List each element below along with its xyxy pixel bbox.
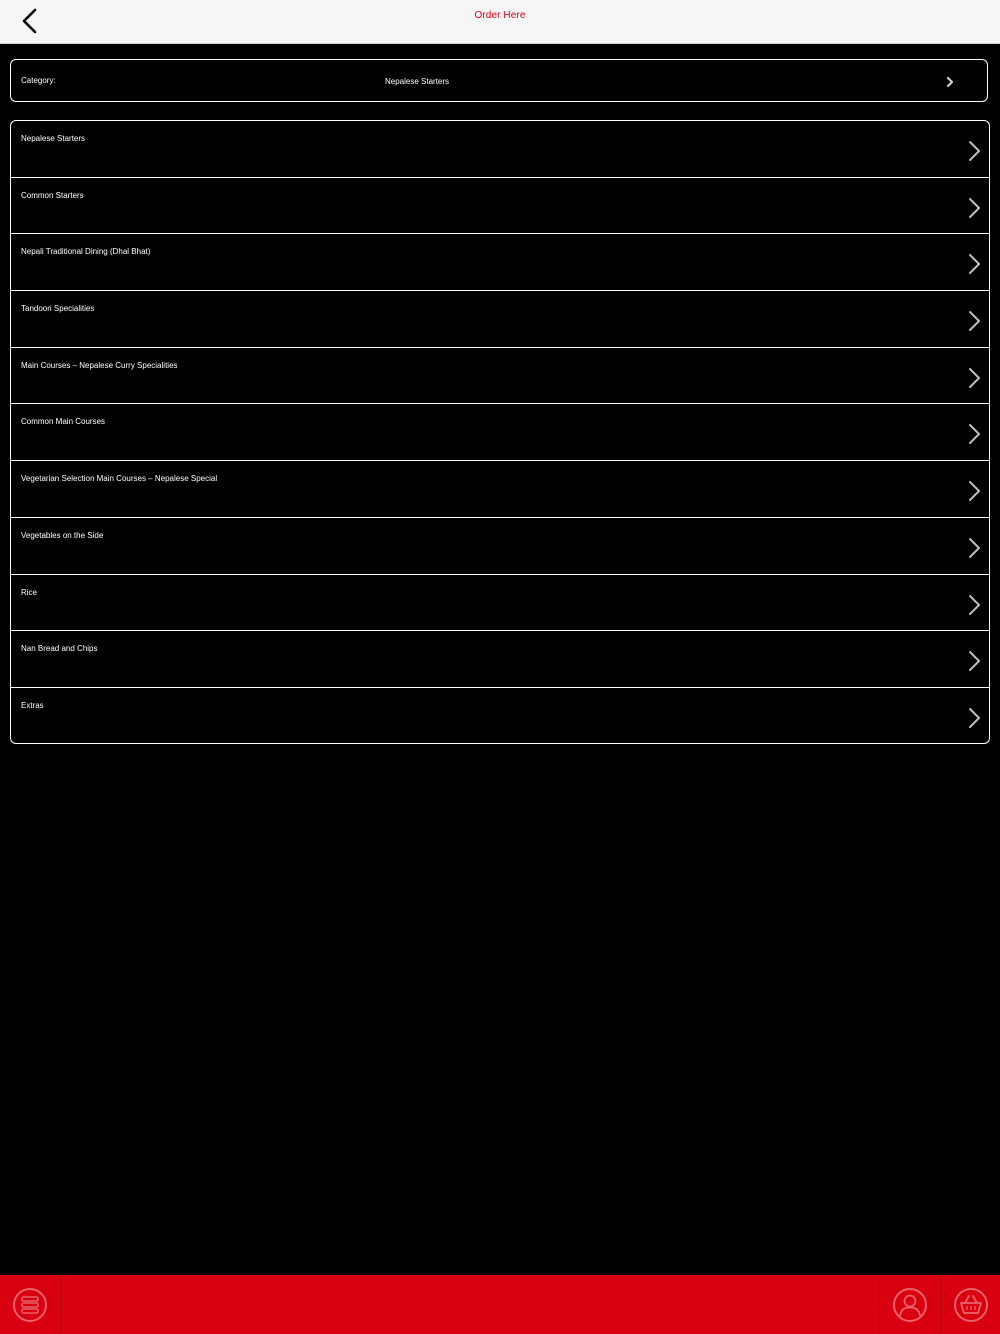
menu-category-item[interactable] bbox=[11, 291, 989, 348]
menu-category-item[interactable] bbox=[11, 518, 989, 575]
menu-category-item[interactable] bbox=[11, 178, 989, 235]
chevron-right-icon bbox=[967, 367, 981, 389]
account-tab-button[interactable] bbox=[879, 1275, 940, 1334]
chevron-right-icon bbox=[967, 140, 981, 162]
menu-tab-button[interactable] bbox=[0, 1275, 61, 1334]
chevron-right-icon bbox=[967, 650, 981, 672]
basket-icon bbox=[953, 1287, 989, 1323]
chevron-right-icon bbox=[967, 253, 981, 275]
category-selector[interactable] bbox=[10, 59, 988, 102]
menu-category-item[interactable] bbox=[11, 234, 989, 291]
menu-category-item[interactable] bbox=[11, 688, 989, 744]
chevron-right-icon bbox=[967, 197, 981, 219]
menu-category-item[interactable] bbox=[11, 461, 989, 518]
chevron-right-icon bbox=[967, 594, 981, 616]
menu-list-icon bbox=[12, 1287, 48, 1323]
menu-category-label: Nepali Traditional Dining (Dhal Bhat) bbox=[21, 247, 151, 257]
menu-category-item[interactable] bbox=[11, 121, 989, 178]
category-label: Category: bbox=[21, 76, 56, 85]
chevron-right-icon bbox=[967, 537, 981, 559]
chevron-right-icon bbox=[945, 75, 955, 89]
chevron-right-icon bbox=[967, 480, 981, 502]
user-icon bbox=[892, 1287, 928, 1323]
menu-category-label: Tandoori Specialities bbox=[21, 304, 95, 314]
category-value: Nepalese Starters bbox=[385, 77, 450, 86]
menu-category-label: Nepalese Starters bbox=[21, 134, 86, 143]
bottom-tab-bar bbox=[0, 1275, 1000, 1334]
chevron-right-icon bbox=[967, 310, 981, 332]
page-title: Order Here bbox=[474, 10, 526, 21]
chevron-right-icon bbox=[967, 707, 981, 729]
chevron-right-icon bbox=[967, 423, 981, 445]
menu-category-label: Main Courses – Nepalese Curry Specialities bbox=[21, 360, 178, 370]
menu-category-label: Vegetables on the Side bbox=[21, 530, 104, 540]
menu-category-item[interactable] bbox=[11, 348, 989, 405]
menu-category-label: Vegetarian Selection Main Courses – Nepalese Special bbox=[21, 474, 218, 484]
menu-category-label: Rice bbox=[21, 587, 38, 597]
menu-category-item[interactable] bbox=[11, 631, 989, 688]
menu-category-list bbox=[10, 120, 990, 744]
menu-category-label: Nan Bread and Chips bbox=[21, 644, 98, 654]
menu-category-item[interactable] bbox=[11, 575, 989, 632]
menu-category-label: Common Starters bbox=[21, 190, 84, 200]
menu-category-item[interactable] bbox=[11, 404, 989, 461]
basket-tab-button[interactable] bbox=[940, 1275, 1000, 1334]
menu-category-label: Common Main Courses bbox=[21, 417, 106, 427]
menu-category-label: Extras bbox=[21, 700, 44, 710]
top-nav-bar bbox=[0, 0, 1000, 44]
